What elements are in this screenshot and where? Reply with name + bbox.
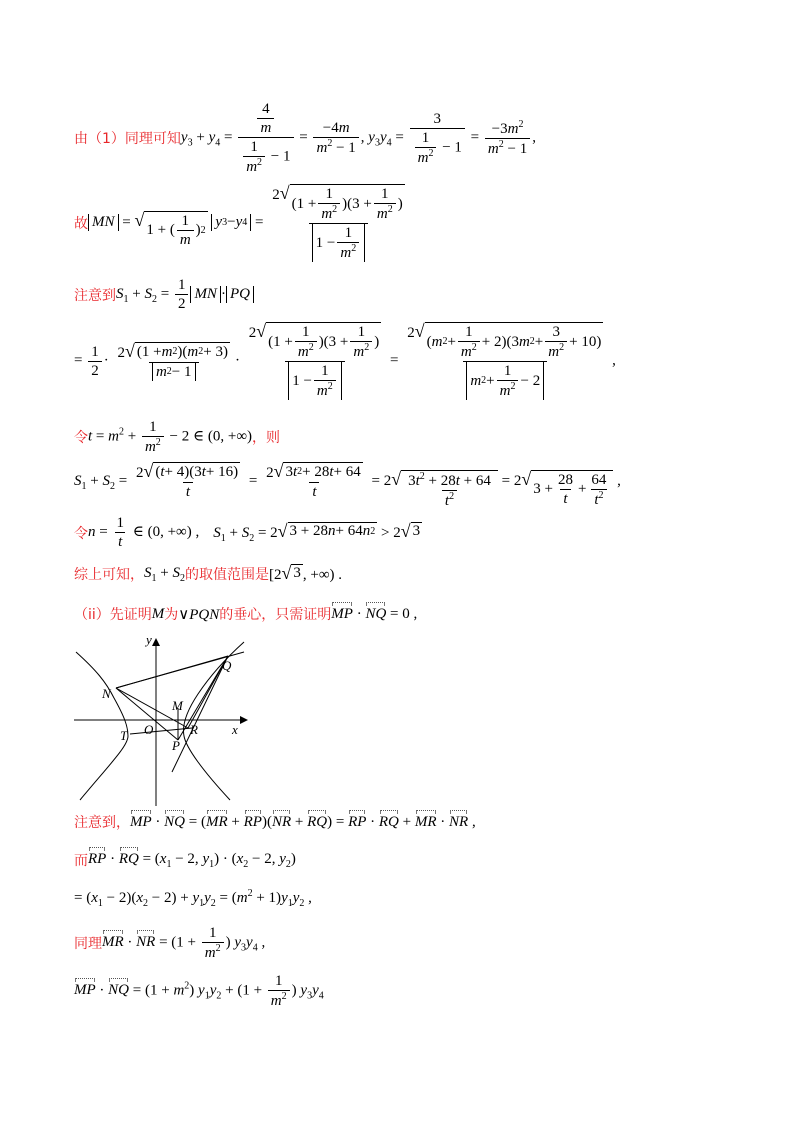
formula: MP · NQ = $(1 + m^2)$ $y_1y_2 + (1$ + $\frac{1}{m^2}$ ) $y_3y_4$ — [74, 973, 324, 1009]
hyperbola-left-branch — [76, 652, 128, 800]
x-axis-arrow — [240, 716, 248, 724]
text-red: 令 — [74, 430, 88, 446]
text-red: ，则 — [252, 430, 281, 446]
text-red: 为 — [164, 607, 179, 623]
text-red: 的取值范围是 — [184, 567, 269, 583]
line-Q-down — [172, 656, 228, 772]
label-y: y — [146, 636, 152, 647]
label-T: T — [120, 728, 128, 743]
label-O: O — [144, 722, 154, 737]
formula: $t = m^2$ + $\frac{1}{m^2}$ − 2 ∈ (0, +∞) — [88, 419, 253, 455]
formula: RP · RQ = ($x_1 - 2$, $y_1) \cdot (x_2 - 2$, $y_2$) — [88, 850, 296, 870]
line-6 — [74, 462, 621, 510]
line-5 — [74, 418, 280, 456]
line-TR — [130, 728, 192, 734]
text-red: 同理 — [74, 936, 102, 952]
label-x: x — [232, 722, 238, 737]
line-1 — [74, 100, 536, 176]
line-12 — [74, 888, 312, 909]
text-red: （ii）先证明 — [74, 607, 152, 623]
formula: = $(x_1 - 2)(x_2 - 2) + y_1y_2 = (m^2 + 1)y_1y_2$ , — [74, 888, 312, 909]
label-R: R — [190, 722, 198, 737]
text-red: 由（1）同理可知 — [74, 131, 181, 147]
line-10 — [74, 812, 476, 832]
line-11 — [74, 850, 296, 870]
text-red: 故 — [74, 216, 88, 232]
formula: = $\frac{1}{2}$ · 2 √ (1 + m 2 )( m 2 + 3) m 2 − 1 · 2 √ (1 + $\frac{1}{m^2}$ )(3 + $\frac{1}{m^2}$ ) 1 − $\frac{1}{m^2}$ = 2 √ ( m 2 + $\frac{1}{m^2}$ + 2)(3 m 2 + $\frac{3}{m^2}$ + 10) m 2 + $\frac{1}{m^2}$ − 2 , — [74, 321, 616, 399]
formula: MR · NR = (1 + $\frac{1}{m^2}$ ) $y_3y_4$ , — [102, 925, 266, 961]
text-red: 注意到， — [74, 815, 130, 831]
text-red: 而 — [74, 853, 88, 869]
formula: [2 √ 3 , +∞) . — [268, 563, 343, 583]
y-axis-arrow — [152, 638, 160, 646]
formula: $S_1 + S_2$ = $\frac{1}{2}$ MN · PQ — [116, 276, 254, 313]
label-Q: Q — [222, 658, 232, 673]
text-red: 综上可知， — [74, 567, 144, 583]
line-8 — [74, 564, 342, 584]
line-3 — [74, 276, 254, 313]
line-2 — [74, 184, 410, 262]
line-9 — [74, 604, 417, 624]
formula: M — [151, 605, 165, 622]
line-7 — [74, 514, 422, 551]
label-N: N — [102, 686, 111, 701]
formula: $S_1 + S_2$ = 2 √ ( t + 4)(3 t + 16) t = 2 √ 3 t 2 + 28 t + 64 t = 2 √ $\frac{3t^2 + 28t + 64}{t^2}$ = 2 √ 3 + $\frac{28}{t}$ + $\frac{64}{t^2}$ , — [74, 461, 621, 509]
formula: $S_1 + S_2 = 2$ √ 3 + 28 n + 64 n 2 > 2 √ 3 — [213, 520, 421, 544]
label-M: M — [172, 698, 183, 713]
text-red: 注意到 — [74, 287, 116, 304]
text-red: 的垂心，只需证明 — [219, 607, 332, 623]
formula: $S_1 + S_2$ — [144, 564, 185, 584]
formula: ∨PQN — [178, 606, 220, 623]
formula: MN = √ 1 + ( $\frac{1}{m}$ ) 2 y 3 − y 4 = 2 √ (1 + $\frac{1}{m^2}$ )(3 + $\frac{1}{m^2}$ ) 1 − $\frac{1}{m^2}$ — [88, 184, 410, 262]
text-red: 令 — [74, 525, 88, 542]
line-13 — [74, 924, 265, 962]
formula: $y_3 + y_4$ = $\frac{4}{m}$ $\frac{1}{m^2}$ − 1 = $\frac{-4m}{m^2 - 1}$ , $y_3y_4$ = 3 $\frac{1}{m^2}$ − 1 = $\frac{-3m^2}{m^2 - 1}$ , — [180, 101, 536, 175]
line-14 — [74, 972, 324, 1010]
geometry-figure — [74, 636, 254, 806]
label-P: P — [172, 738, 180, 753]
formula: n = $\frac{1}{t}$ ∈ (0, +∞) , — [88, 515, 200, 550]
line-4 — [74, 322, 616, 400]
formula: MP · NQ = 0 , — [331, 605, 418, 622]
formula: MP · NQ = (MR + RP)(NR + RQ) = RP · RQ + MR · NR , — [130, 813, 476, 830]
